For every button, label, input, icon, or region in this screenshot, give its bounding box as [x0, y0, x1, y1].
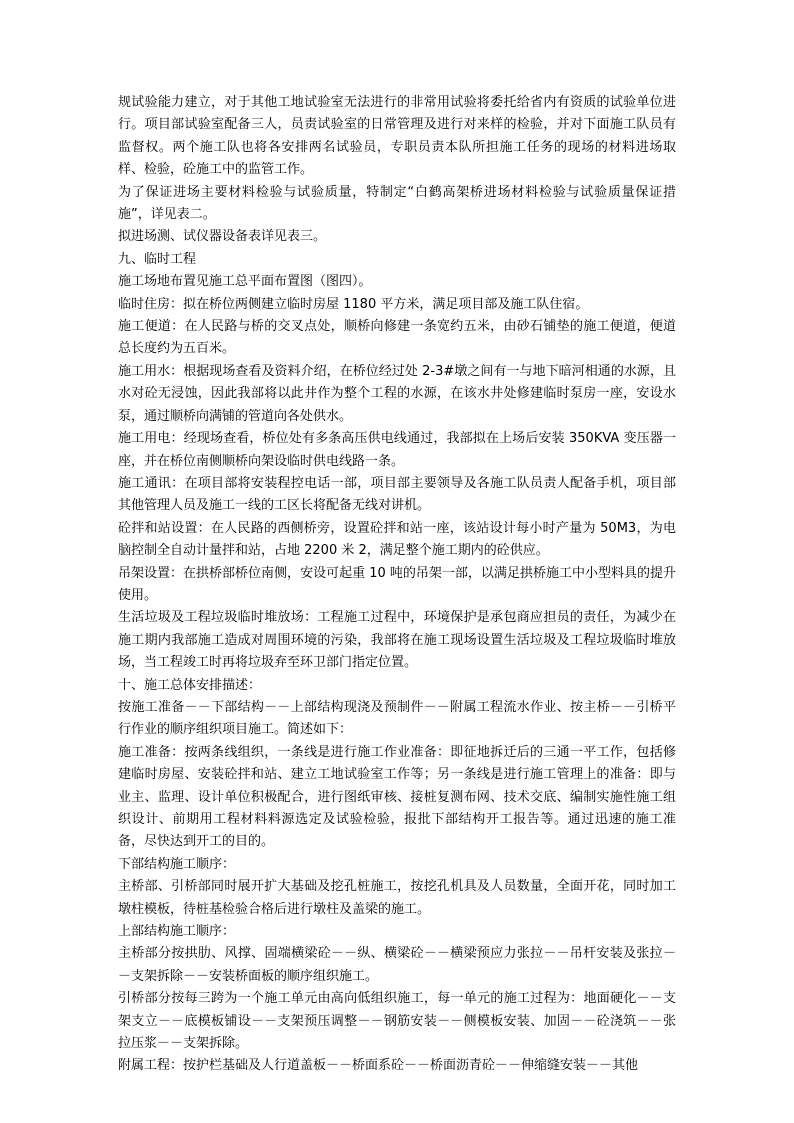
paragraph-temporary-housing: 临时住房：拟在桥位两侧建立临时房屋 1180 平方米，满足项目部及施工队住宿。	[118, 296, 589, 312]
paragraph-preparation: 施工准备：按两条线组织，一条线是进行施工作业准备：即征地拆迁后的三通一平工作，包括修建临时房屋、安装砼拌和站、建立工地试验室工作等；另一条线是进行施工管理上的准备：即与业主、监理、设计单位积极配合，进行图纸审核、接桩复测布网、技术交底、编制实施性施工组织设计、前期用工程材料料源选定及试验检验，报批下部结构开工报告等。通过迅速的施工准备，尽快达到开工的目的。	[118, 744, 676, 850]
paragraph-crane-setup: 吊架设置：在拱桥部桥位南侧，安设可起重 10 吨的吊架一部，以满足拱桥施工中小型料具的提升使用。	[118, 565, 676, 603]
paragraph-main-bridge: 主桥部分按拱肋、风撑、固端横梁砼－－纵、横梁砼－－横梁预应力张拉－－吊杆安装及张拉－－支架拆除－－安装桥面板的顺序组织施工。	[118, 946, 676, 984]
subheading-substructure: 下部结构施工顺序：	[118, 856, 236, 872]
paragraph-communications: 施工通讯：在项目部将安装程控电话一部，项目部主要领导及各施工队员责人配备手机，项目部其他管理人员及施工一线的工区长将配备无线对讲机。	[118, 475, 676, 514]
document-body	[118, 92, 676, 1078]
paragraph-equipment-table: 拟进场测、试仪器设备表详见表三。	[118, 229, 327, 245]
paragraph-ancillary-works: 附属工程：按护栏基础及人行道盖板－－桥面系砼－－桥面沥青砼－－伸缩缝安装－－其他	[118, 1058, 639, 1074]
subheading-superstructure: 上部结构施工顺序：	[118, 924, 236, 940]
paragraph-approach-bridge: 引桥部分按每三跨为一个施工单元由高向低组织施工，每一单元的施工过程为：地面硬化－－支架支立－－底模板铺设－－支架预压调整－－钢筋安装－－侧模板安装、加固－－砼浇筑－－张拉压浆－－支架拆除。	[118, 991, 676, 1052]
paragraph-quality-measures: 为了保证进场主要材料检验与试验质量，特制定“白鹤高架桥进场材料检验与试验质量保证措施”，详见表二。	[118, 184, 676, 223]
paragraph-water-supply: 施工用水：根据现场查看及资料介绍，在桥位经过处 2-3#墩之间有一与地下暗河相通的水源，且水对砼无浸蚀，因此我部将以此井作为整个工程的水源，在该水井处修建临时泵房一座，安设水泵，通过顺桥向满铺的管道向各处供水。	[118, 363, 676, 424]
paragraph-power-supply: 施工用电：经现场查看，桥位处有多条高压供电线通过，我部拟在上场后安装 350KVA 变压器一座，并在桥位南侧顺桥向架设临时供电线路一条。	[118, 431, 676, 469]
paragraph-access-road: 施工便道：在人民路与桥的交叉点处，顺桥向修建一条宽约五米，由砂石铺垫的施工便道，便道总长度约为五百米。	[118, 319, 676, 357]
paragraph-sequence-overview: 按施工准备－－下部结构－－上部结构现浇及预制件－－附属工程流水作业、按主桥－－引桥平行作业的顺序组织项目施工。简述如下：	[118, 699, 676, 738]
paragraph-concrete-plant: 砼拌和站设置：在人民路的西侧桥旁，设置砼拌和站一座，该站设计每小时产量为 50M3，为电脑控制全自动计量拌和站，占地 2200 米 2，满足整个施工期内的砼供应。	[118, 520, 676, 559]
paragraph-waste-storage: 生活垃圾及工程垃圾临时堆放场：工程施工过程中，环境保护是承包商应担员的责任，为减少在施工期内我部施工造成对周围环境的污染，我部将在施工现场设置生活垃圾及工程垃圾临时堆放场，当工程竣工时再将垃圾弃至环卫部门指定位置。	[118, 610, 676, 671]
section-heading-temporary-works: 九、临时工程	[118, 251, 197, 267]
paragraph-substructure: 主桥部、引桥部同时展开扩大基础及挖孔桩施工，按挖孔机具及人员数量，全面开花，同时加工墩柱模板，待桩基检验合格后进行墩柱及盖梁的施工。	[118, 879, 676, 917]
section-heading-overall-plan: 十、施工总体安排描述：	[118, 677, 262, 693]
paragraph-site-layout: 施工场地布置见施工总平面布置图（图四）。	[118, 274, 372, 290]
paragraph-lab-staffing: 规试验能力建立，对于其他工地试验室无法进行的非常用试验将委托给省内有资质的试验单位进行。项目部试验室配备三人，员责试验室的日常管理及进行对来样的检验，并对下面施工队员有监督权。两个施工队也将各安排两名试验员，专职员责本队所担施工任务的现场的材料进场取样、检验，砼施工中的监管工作。	[118, 95, 676, 178]
